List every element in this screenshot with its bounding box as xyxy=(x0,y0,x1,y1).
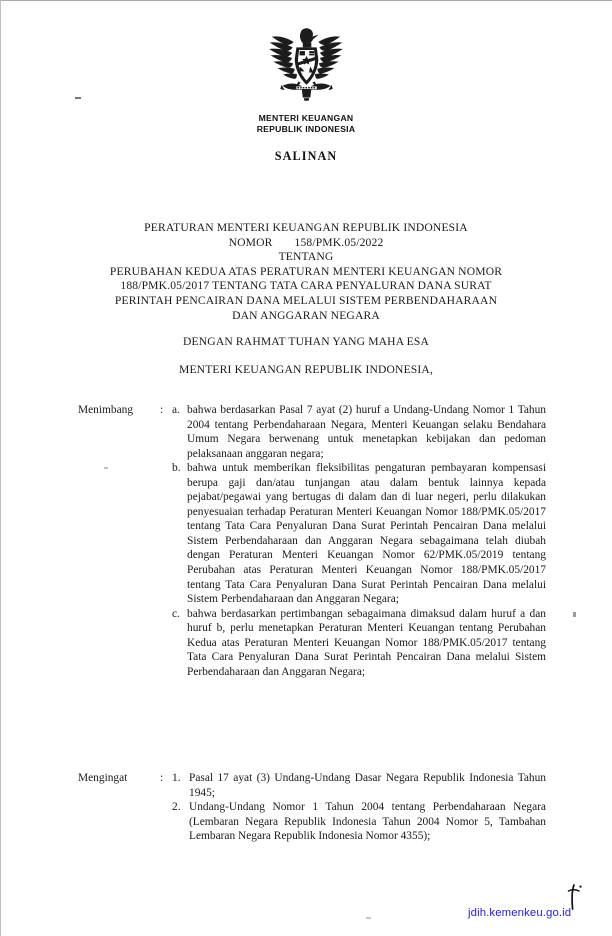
item-marker: b. xyxy=(172,462,181,475)
nomor-label: NOMOR xyxy=(228,235,273,249)
mengingat-colon: : xyxy=(160,772,164,784)
subject-line-2: 188/PMK.05/2017 TENTANG TATA CARA PENYALURAN DANA SURAT xyxy=(120,279,492,293)
item-marker: c. xyxy=(172,607,180,620)
item-text: Undang-Undang Nomor 1 Tahun 2004 tentang Perbendaharaan Negara (Lembaran Negara Republik Indonesia Tahun 2004 Nomor 5, Tambahan Lembaran Negara Republik Indonesia Nomor 4355); xyxy=(189,801,546,843)
item-text: bahwa untuk memberikan fleksibilitas pengaturan pembayaran kompensasi berupa gaji dan/atau tunjangan atau dalam bentuk lainnya kepada pejabat/pegawai yang bertugas di dalam dan di luar negeri, perlu dilakukan penyesuaian terhadap Peraturan Menteri Keuangan Nomor 188/PMK.05/2017 tentang Tata Cara Penyaluran Dana Surat Perintah Pencairan Dana melalui Sistem Perbendaharaan dan Anggaran Negara sebagaimana telah diubah dengan Peraturan Menteri Keuangan Nomor 62/PMK.05/2019 tentang Perubahan atas Peraturan Menteri Keuangan Nomor 188/PMK.05/2017 tentang Tata Cara Penyaluran Dana Surat Perintah Pencairan Dana melalui Sistem Perbendaharaan dan Anggaran Negara; xyxy=(187,462,546,606)
menimbang-label: Menimbang xyxy=(78,404,134,416)
item-text: bahwa berdasarkan Pasal 7 ayat (2) huruf a Undang-Undang Nomor 1 Tahun 2004 tentang Perbendaharaan Negara, Menteri Keuangan selaku Bendahara Umum Negara berwenang untuk menetapkan kebijakan dan pedoman pelaksanaan anggaran negara; xyxy=(187,404,546,460)
regulation-number-line xyxy=(56,236,556,251)
list-item xyxy=(172,771,546,800)
item-marker: 2. xyxy=(172,801,181,814)
item-marker: 1. xyxy=(172,772,181,784)
list-item xyxy=(172,607,546,680)
copy-stamp: SALINAN xyxy=(274,148,338,163)
item-marker: a. xyxy=(172,404,180,416)
list-item xyxy=(172,403,546,461)
menimbang-section xyxy=(78,403,546,679)
mengingat-label: Mengingat xyxy=(78,772,128,784)
menimbang-items xyxy=(172,403,546,679)
subject-line-1: PERUBAHAN KEDUA ATAS PERATURAN MENTERI KEUANGAN NOMOR xyxy=(109,264,503,278)
blessing-line: DENGAN RAHMAT TUHAN YANG MAHA ESA xyxy=(183,335,429,348)
menimbang-colon: : xyxy=(160,404,164,416)
scan-artifact xyxy=(366,917,371,919)
mengingat-section xyxy=(78,771,546,844)
tentang-label: TENTANG xyxy=(278,250,334,264)
scan-edge-top xyxy=(0,0,612,1)
item-text: Pasal 17 ayat (3) Undang-Undang Dasar Negara Republik Indonesia Tahun 1945; xyxy=(189,772,546,799)
list-item xyxy=(172,461,546,606)
list-item xyxy=(172,800,546,844)
garuda-pancasila-emblem xyxy=(263,26,349,104)
scan-artifact xyxy=(573,612,576,617)
ministry-name xyxy=(0,113,612,136)
regulation-title-block xyxy=(56,221,556,323)
subject-line-4: DAN ANGGARAN NEGARA xyxy=(232,308,380,322)
authority-line: MENTERI KEUANGAN REPUBLIK INDONESIA, xyxy=(178,363,433,376)
ministry-line-1: MENTERI KEUANGAN xyxy=(258,113,354,123)
jdih-watermark-url: jdih.kemenkeu.go.id xyxy=(468,907,572,919)
nomor-value: 158/PMK.05/2022 xyxy=(294,235,384,249)
ministry-line-2: REPUBLIK INDONESIA xyxy=(256,124,356,135)
title-line-1: PERATURAN MENTERI KEUANGAN REPUBLIK INDONESIA xyxy=(144,221,468,234)
mengingat-items xyxy=(172,771,546,844)
letterhead xyxy=(0,26,612,164)
item-text: bahwa berdasarkan pertimbangan sebagaimana dimaksud dalam huruf a dan huruf b, perlu menetapkan Peraturan Menteri Keuangan tentang Perubahan Kedua atas Peraturan Menteri Keuangan Nomor 188/PMK.05/2017 tentang Tata Cara Penyaluran Dana Surat Perintah Pencairan Dana melalui Sistem Perbendaharaan dan Anggaran Negara; xyxy=(187,607,546,678)
subject-line-3: PERINTAH PENCAIRAN DANA MELALUI SISTEM PERBENDAHARAAN xyxy=(114,293,498,307)
